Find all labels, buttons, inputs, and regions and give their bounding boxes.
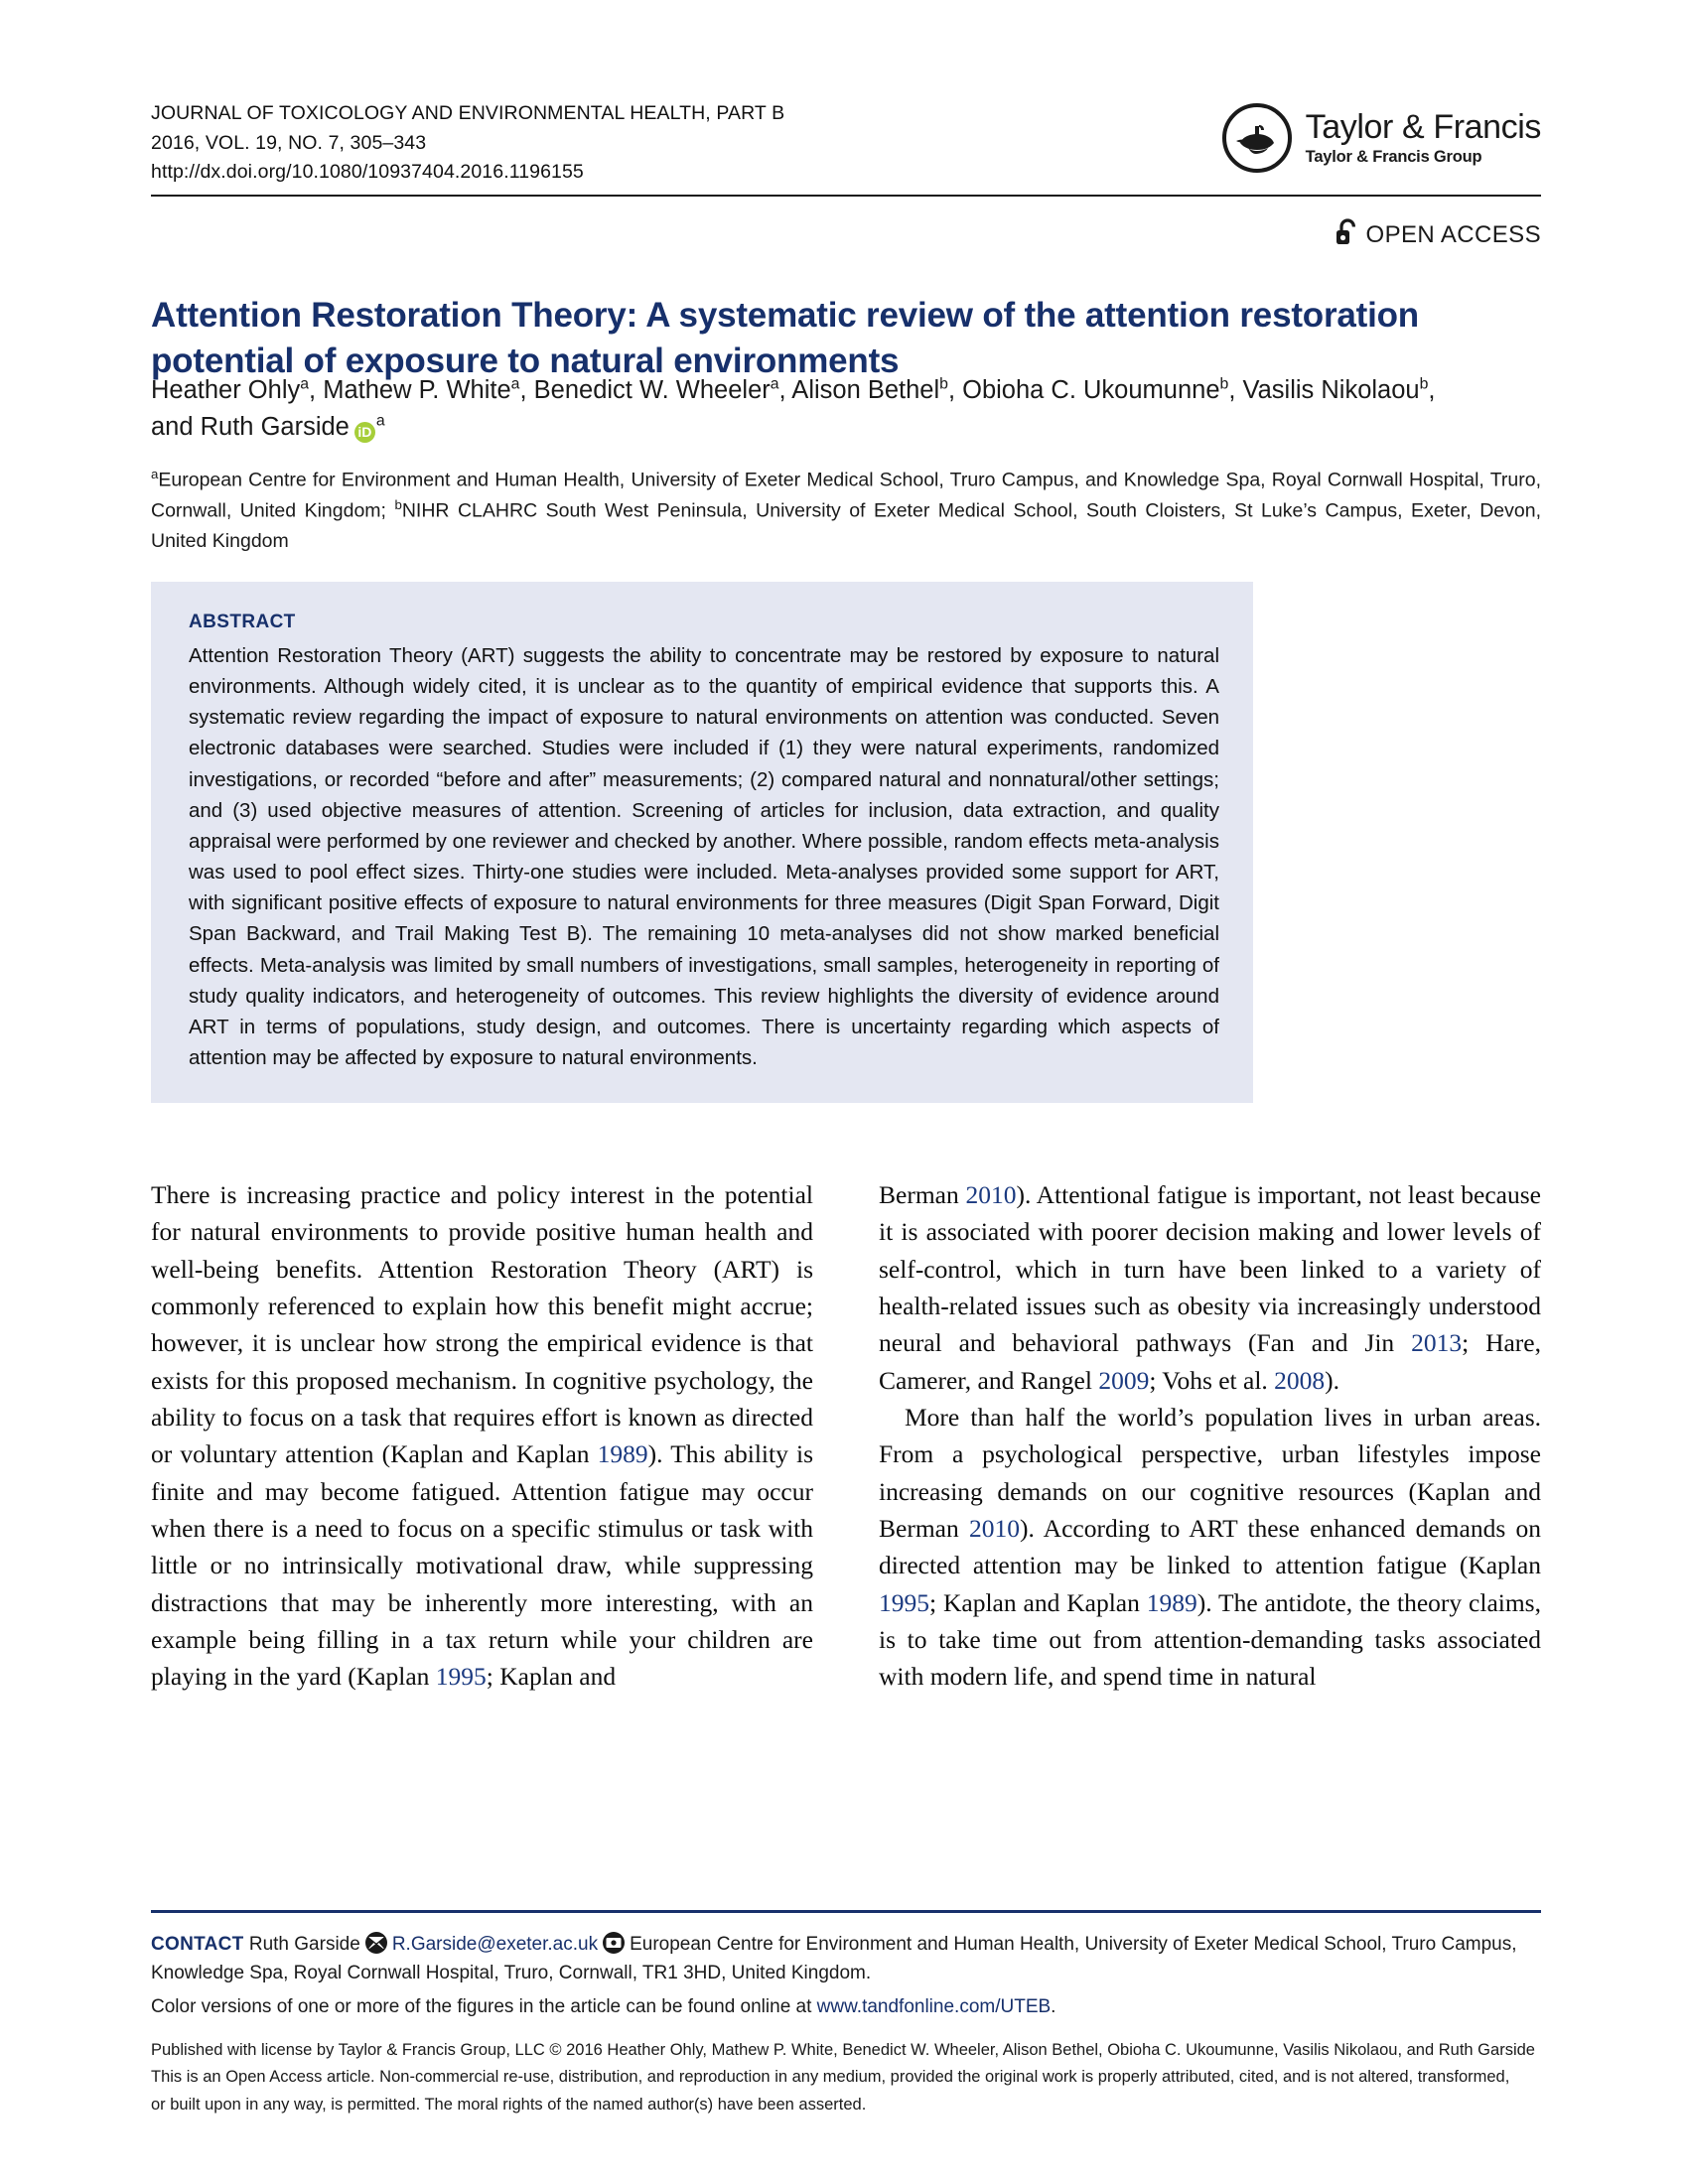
journal-doi[interactable]: http://dx.doi.org/10.1080/10937404.2016.1196155 (151, 161, 584, 184)
paragraph: Berman 2010). Attentional fatigue is important, not least because it is associated with poorer decision making and lower levels of self-control, which in turn have been linked to a variety of health-related issues such as obesity via increasingly understood neural and behavioral pathways (Fan and Jin 2013; Hare, Camerer, and Rangel 2009; Vohs et al. 2008). (879, 1180, 1541, 1395)
publisher-name: Taylor & Francis (1305, 108, 1541, 146)
license-block (151, 2037, 1541, 2118)
color-versions-prefix: Color versions of one or more of the figures in the article can be found online at (151, 1995, 817, 2017)
color-versions-url[interactable]: www.tandfonline.com/UTEB (816, 1995, 1052, 2017)
color-versions-line (151, 1992, 1541, 2021)
license-line: Published with license by Taylor & Francis Group, LLC © 2016 Heather Ohly, Mathew P. White, Benedict W. Wheeler, Alison Bethel, Obioha C. Ukoumunne, Vasilis Nikolaou, and Ruth Garside (151, 2041, 1535, 2059)
contact-email[interactable]: R.Garside@exeter.ac.uk (391, 1934, 599, 1955)
abstract-heading: ABSTRACT (189, 612, 296, 632)
envelope-icon (365, 1932, 387, 1954)
journal-name: JOURNAL OF TOXICOLOGY AND ENVIRONMENTAL HEALTH, PART B (151, 102, 785, 124)
publisher-group: Taylor & Francis Group (1305, 147, 1482, 166)
orcid-affiliation-marker: a (375, 412, 385, 430)
author-affiliations: $^a$European Centre for Environment and Human Health, University of Exeter Medical School, Truro Campus, and Knowledge Spa, Royal Cornwall Hospital, Truro, Cornwall, United Kingdom; $^b$NIHR CLAHRC South West Peninsula, University of Exeter Medical School, South Cloisters, St Luke’s Campus, Exeter, Devon, United Kingdom (151, 467, 1541, 552)
open-lock-icon (1336, 218, 1357, 251)
contact-address: European Centre for Environment and Human Health, University of Exeter Medical School, Truro Campus, Knowledge Spa, Royal Cornwall Hospital, Truro, Cornwall, TR1 3HD, United Kingdom. (151, 1934, 1517, 1984)
body-columns (151, 1176, 1541, 1861)
open-access-label: OPEN ACCESS (1365, 220, 1541, 248)
article-title: Attention Restoration Theory: A systematic review of the attention restoration potential of exposure to natural environments (151, 296, 1419, 380)
author-list (151, 372, 1472, 445)
color-versions-suffix: . (1051, 1995, 1056, 2017)
author-names: Heather Ohly$^a$, Mathew P. White$^a$, Benedict W. Wheeler$^a$, Alison Bethel$^b$, Obioha C. Ukoumunne$^b$, Vasilis Nikolaou$^b$, and Ruth Garside (151, 375, 1436, 441)
location-card-icon (603, 1932, 625, 1954)
paragraph: More than half the world’s population lives in urban areas. From a psychological perspective, urban lifestyles impose increasing demands on our cognitive resources (Kaplan and Berman 2010). According to ART these enhanced demands on directed attention may be linked to attention fatigue (Kaplan 1995; Kaplan and Kaplan 1989). The antidote, the theory claims, is to take time out from attention-demanding tasks associated with modern life, and spend time in natural (879, 1403, 1541, 1692)
footer-contact-block (151, 1930, 1541, 2021)
abstract-section (151, 582, 1253, 1103)
publisher-logo[interactable] (1222, 103, 1541, 173)
journal-metadata (151, 99, 784, 188)
publisher-wordmark (1306, 110, 1541, 166)
journal-issue: 2016, VOL. 19, NO. 7, 305–343 (151, 131, 427, 154)
license-line: This is an Open Access article. Non-commercial re-use, distribution, and reproduction in any medium, provided the original work is properly attributed, cited, and is not altered, transformed, (151, 2068, 1510, 2087)
body-column-left (151, 1176, 813, 1861)
oil-lamp-circle-icon (1222, 103, 1292, 173)
footer-divider (151, 1910, 1541, 1913)
contact-line (151, 1930, 1541, 1988)
body-column-right (879, 1176, 1541, 1861)
header-divider (151, 195, 1541, 197)
orcid-icon[interactable]: iD (354, 422, 375, 443)
masthead (151, 99, 1541, 188)
contact-label: CONTACT (151, 1934, 244, 1955)
open-access-badge[interactable] (1336, 218, 1541, 251)
abstract-text: Attention Restoration Theory (ART) suggests the ability to concentrate may be restored by exposure to natural environments. Although widely cited, it is unclear as to the quantity of empirical evidence that supports this. A systematic review regarding the impact of exposure to natural environments on attention was conducted. Seven electronic databases were searched. Studies were included if (1) they were natural experiments, randomized investigations, or recorded “before and after” measurements; (2) compared natural and nonnatural/other settings; and (3) used objective measures of attention. Screening of articles for inclusion, data extraction, and quality appraisal were performed by one reviewer and checked by another. Where possible, random effects meta-analysis was used to pool effect sizes. Thirty-one studies were included. Meta-analyses provided some support for ART, with significant positive effects of exposure to natural environments for three measures (Digit Span Forward, Digit Span Backward, and Trail Making Test B). The remaining 10 meta-analyses did not show marked beneficial effects. Meta-analysis was limited by small numbers of investigations, small samples, heterogeneity in reporting of study quality indicators, and heterogeneity of outcomes. This review highlights the diversity of evidence around ART in terms of populations, study design, and outcomes. There is uncertainty regarding which aspects of attention may be affected by exposure to natural environments. (189, 644, 1219, 1070)
license-line: or built upon in any way, is permitted. The moral rights of the named author(s) have been asserted. (151, 2095, 867, 2114)
paragraph: There is increasing practice and policy interest in the potential for natural environments to provide positive human health and well-being benefits. Attention Restoration Theory (ART) is commonly referenced to explain how this benefit might accrue; however, it is unclear how strong the empirical evidence is that exists for this proposed mechanism. In cognitive psychology, the ability to focus on a task that requires effort is known as directed or voluntary attention (Kaplan and Kaplan 1989). This ability is finite and may become fatigued. Attention fatigue may occur when there is a need to focus on a specific stimulus or task with little or no intrinsically motivational draw, while suppressing distractions that may be inherently more interesting, with an example being filling in a tax return while your children are playing in the yard (Kaplan 1995; Kaplan and (151, 1180, 813, 1692)
contact-name: Ruth Garside (248, 1934, 360, 1955)
